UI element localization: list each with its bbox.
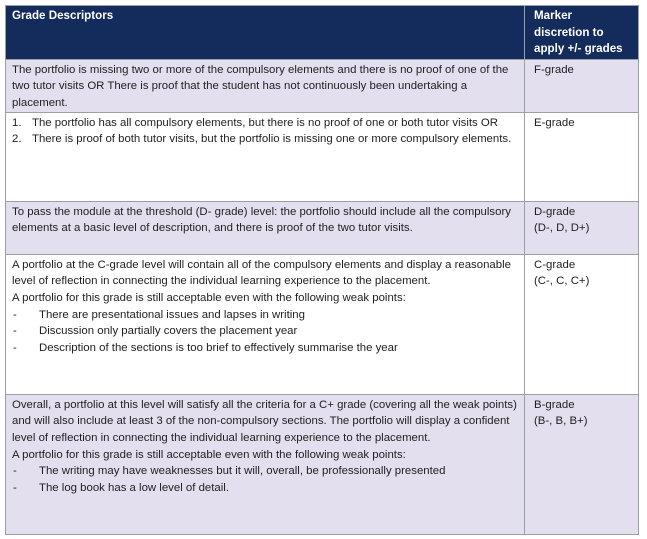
list-text: The portfolio has all compulsory elements, but there is no proof of one or both tutor visits OR bbox=[32, 116, 498, 129]
descriptor-paragraph: A portfolio for this grade is still acceptable even with the following weak points: bbox=[12, 291, 406, 304]
grade-label: D-grade bbox=[534, 205, 576, 218]
header-grade-descriptors: Grade Descriptors bbox=[6, 6, 525, 60]
list-number: 1. bbox=[12, 116, 22, 129]
grade-cell bbox=[525, 112, 639, 201]
descriptor-paragraph: A portfolio at the C-grade level will contain all of the compulsory elements and display a reasonable level of reflection in connecting the individual learning experience to the placement. bbox=[12, 258, 511, 288]
header-marker-line: apply +/- grades bbox=[534, 42, 623, 56]
numbered-item bbox=[12, 131, 518, 148]
header-marker-line: discretion to bbox=[534, 25, 604, 39]
bullet-item bbox=[12, 480, 518, 497]
descriptor-cell bbox=[6, 394, 525, 534]
grade-cell bbox=[525, 59, 639, 112]
grade-range: (B-, B, B+) bbox=[534, 415, 588, 428]
grade-cell bbox=[525, 394, 639, 534]
bullet-text: The log book has a low level of detail. bbox=[39, 481, 229, 494]
header-marker-line: Marker bbox=[534, 9, 573, 22]
bullet-marker: - bbox=[13, 341, 17, 354]
bullet-marker: - bbox=[13, 325, 17, 338]
grade-label: E-grade bbox=[534, 116, 575, 129]
grade-cell bbox=[525, 254, 639, 394]
header-marker-discretion bbox=[525, 6, 639, 60]
bullet-item bbox=[12, 307, 518, 324]
grade-label: F-grade bbox=[534, 63, 574, 76]
table-row-e-grade bbox=[6, 112, 639, 201]
list-text: There is proof of both tutor visits, but the portfolio is missing one or more compulsory elements. bbox=[32, 133, 512, 146]
list-number: 2. bbox=[12, 133, 22, 146]
descriptor-cell bbox=[6, 112, 525, 201]
grade-table-container bbox=[5, 5, 638, 535]
bullet-marker: - bbox=[13, 481, 17, 494]
descriptor-paragraph: Overall, a portfolio at this level will satisfy all the criteria for a C+ grade (covering all the weak points) and will also include at least 3 of the non-compulsory sections. The portfolio will display a confident level of reflection in connecting the individual learning experience to the placement. bbox=[12, 398, 517, 444]
descriptor-cell bbox=[6, 59, 525, 112]
bullet-item bbox=[12, 323, 518, 340]
descriptor-paragraph: The portfolio is missing two or more of the compulsory elements and there is no proof of one of the two tutor visits OR There is proof that the student has not continuously been undertaking a placement. bbox=[12, 63, 509, 109]
grade-range: (D-, D, D+) bbox=[534, 222, 590, 235]
table-row-b-grade bbox=[6, 394, 639, 534]
bullet-text: Discussion only partially covers the placement year bbox=[39, 325, 298, 338]
grade-label: C-grade bbox=[534, 258, 576, 271]
grade-descriptors-table bbox=[5, 5, 639, 535]
grade-cell bbox=[525, 201, 639, 254]
bullet-marker: - bbox=[13, 308, 17, 321]
bullet-text: There are presentational issues and lapses in writing bbox=[39, 308, 305, 321]
table-row-f-grade bbox=[6, 59, 639, 112]
table-row-d-grade bbox=[6, 201, 639, 254]
table-header-row bbox=[6, 6, 639, 60]
table-row-c-grade bbox=[6, 254, 639, 394]
grade-label: B-grade bbox=[534, 398, 575, 411]
bullet-text: Description of the sections is too brief to effectively summarise the year bbox=[39, 341, 398, 354]
grade-range: (C-, C, C+) bbox=[534, 275, 590, 288]
descriptor-paragraph: A portfolio for this grade is still acceptable even with the following weak points: bbox=[12, 448, 406, 461]
descriptor-paragraph: To pass the module at the threshold (D- grade) level: the portfolio should include all the compulsory elements at a basic level of description, and there is proof of the two tutor visits. bbox=[12, 205, 511, 235]
bullet-text: The writing may have weaknesses but it will, overall, be professionally presented bbox=[39, 465, 446, 478]
descriptor-cell bbox=[6, 201, 525, 254]
numbered-item bbox=[12, 115, 518, 132]
bullet-marker: - bbox=[13, 465, 17, 478]
bullet-item bbox=[12, 340, 518, 357]
descriptor-cell bbox=[6, 254, 525, 394]
bullet-item bbox=[12, 463, 518, 480]
